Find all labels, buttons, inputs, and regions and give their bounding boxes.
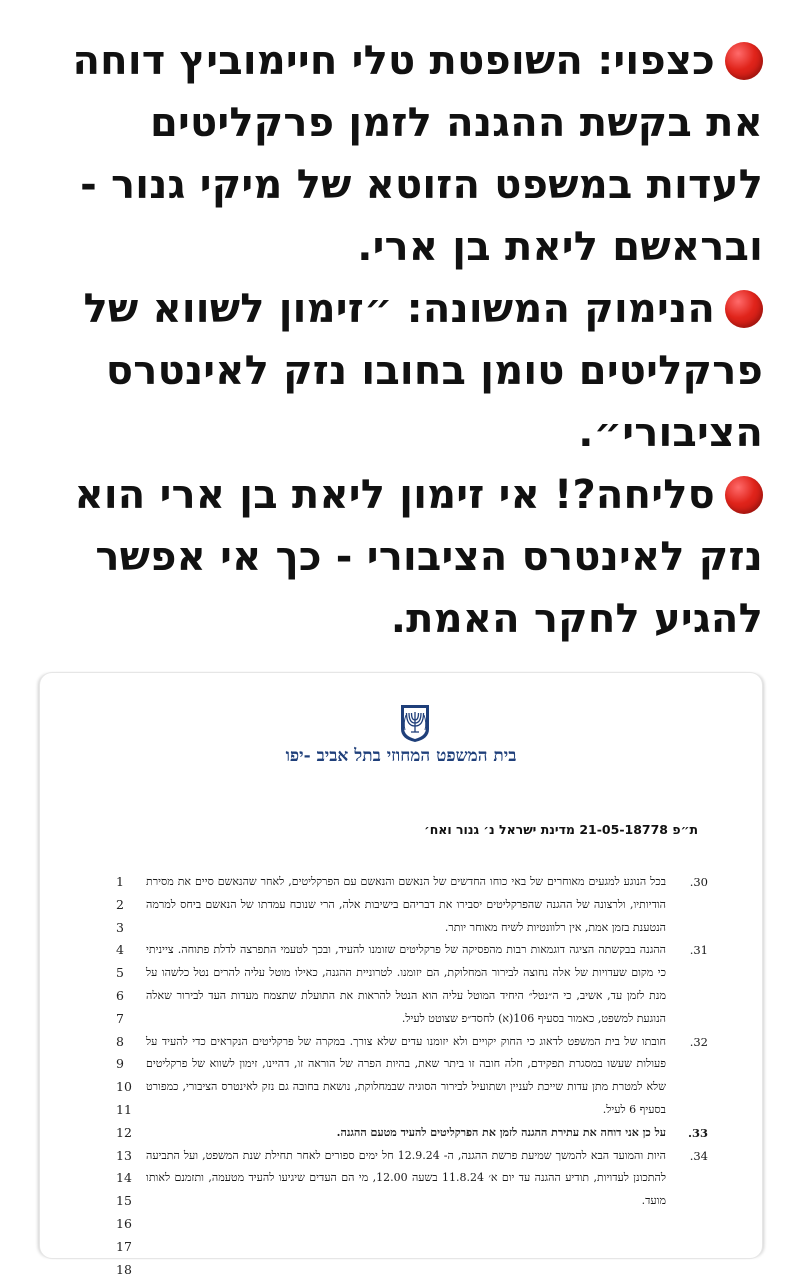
line-number: 7: [116, 1010, 124, 1026]
section-31: [146, 939, 708, 1030]
line-number: 17: [116, 1238, 132, 1254]
section-30: [146, 871, 708, 939]
section-number: .32: [689, 1034, 708, 1049]
red-circle-icon: [725, 290, 763, 328]
line-number: 9: [116, 1056, 124, 1072]
line-number: 13: [116, 1147, 132, 1163]
section-33: [146, 1122, 708, 1145]
section-32: [146, 1031, 708, 1122]
line-number: 5: [116, 965, 124, 981]
red-circle-icon: [725, 476, 763, 514]
section-text: חובתו של בית המשפט לדאוג כי החוק יקויים ולא יזומנו עדים שלא צורך. במקרה של פרקליטים הנקראים כדי להעיד על פעולות שעשו במסגרת תפקידם, חלה חובה זו ביתר שאת, בהיות הפרה של הוראה זו, דהיינו, זימון לשווא של פרקליטים שלא למטרת מתן עדות שייכת לעניין ושתועיל לבירור הסוגיה שבמחלוקת, נושאת בחובה גם נזק לאינטרס הציבורי, כמפורט בסעיף 6 לעיל.: [146, 1034, 666, 1116]
line-number: 12: [116, 1124, 132, 1140]
headline-paragraph-1: כצפוי: השופטת טלי חיימוביץ דוחה את בקשת ההגנה לזמן פרקליטים לעדות במשפט הזוטא של מיקי גנור - ובראשם ליאת בן ארי.: [72, 38, 763, 270]
line-number: 11: [116, 1101, 132, 1117]
state-emblem-icon: [398, 703, 432, 743]
court-name: בית המשפט המחוזי בתל אביב -יפו: [285, 746, 517, 766]
line-number: 14: [116, 1170, 132, 1186]
document-body: [146, 871, 708, 1213]
section-34: [146, 1145, 708, 1213]
line-number: 8: [116, 1033, 124, 1049]
line-number: 18: [116, 1261, 132, 1277]
line-numbers: [116, 871, 138, 1281]
section-number: .31: [689, 943, 708, 958]
section-number: .33: [687, 1125, 708, 1140]
headline-paragraph-3: סליחה?! אי זימון ליאת בן ארי הוא נזק לאינטרס הציבורי - כך אי אפשר להגיע לחקר האמת.: [74, 472, 763, 642]
section-text: ההגנה בבקשתה הציגה דוגמאות רבות מהפסיקה של פרקליטים שזומנו להעיד, ובכך לטעמי התפרצה לדלת פתוחה. צייניתי כי מקום שעדויות של אלה נחוצה לבירור המחלוקת, הם יזומנו. לטרוניית ההגנה, כאילו מוטל עליה להרים נטל כלשהו על מנת לזמן עד, אשיב, כי ה״נטל״ היחיד המוטל עליה הוא הנטל להראות את התועלת שתצמח מעדות העד לבירור שאלה הנוגעת למשפט, כאמור בסעיף 106(א) לחסד״פ שצוטט לעיל.: [146, 943, 666, 1025]
headline-paragraph-2: הנימוק המשונה: ״זימון לשווא של פרקליטים טומן בחובו נזק לאינטרס הציבורי״.: [83, 286, 763, 456]
case-title: ת״פ 21-05-18778 מדינת ישראל נ׳ גנור ואח׳: [424, 822, 698, 837]
line-number: 1: [116, 874, 124, 889]
section-text: בכל הנוגע למגעים מאוחרים של באי כוחו החדשים של הנאשם והנאשם עם הפרקליטים, לאחר שהנאשם סיים את מסירת הודיותיו, ולרצונה של ההגנה שהפרקליטים יסבירו את דבריהם בישיבות אלה, הרי שנוכח עמדתו של הנאשם ביחס למרמה הנטענת בזמן אמת, אין רלוונטיות לשיח מאוחר יותר.: [146, 875, 666, 934]
line-number: 10: [116, 1079, 132, 1095]
red-circle-icon: [725, 42, 763, 80]
line-number: 6: [116, 987, 124, 1003]
line-number: 15: [116, 1193, 132, 1209]
section-number: .34: [689, 1148, 708, 1163]
line-number: 3: [116, 919, 124, 935]
post-headline: [40, 30, 763, 650]
section-text: על כן אני דוחה את עתירת ההגנה לזמן את הפרקליטים להעיד מטעם ההגנה.: [336, 1125, 666, 1139]
section-text: היות והמועד הבא להמשך שמיעת פרשת ההגנה, ה- 12.9.24 חל ימים ספורים לאחר תחילת שנת המשפט, ועל התביעה להתכונן לעדויות, תודיע ההגנה עד יום א׳ 11.8.24 בשעה 12.00, מי הם העדים שיגיעו להעיד מטעמה, ותזמנם לאותו מועד.: [146, 1148, 666, 1208]
court-document-image: [40, 673, 762, 1277]
line-number: 4: [116, 942, 124, 958]
section-number: .30: [689, 875, 708, 889]
line-number: 16: [116, 1215, 132, 1231]
line-number: 2: [116, 896, 124, 912]
